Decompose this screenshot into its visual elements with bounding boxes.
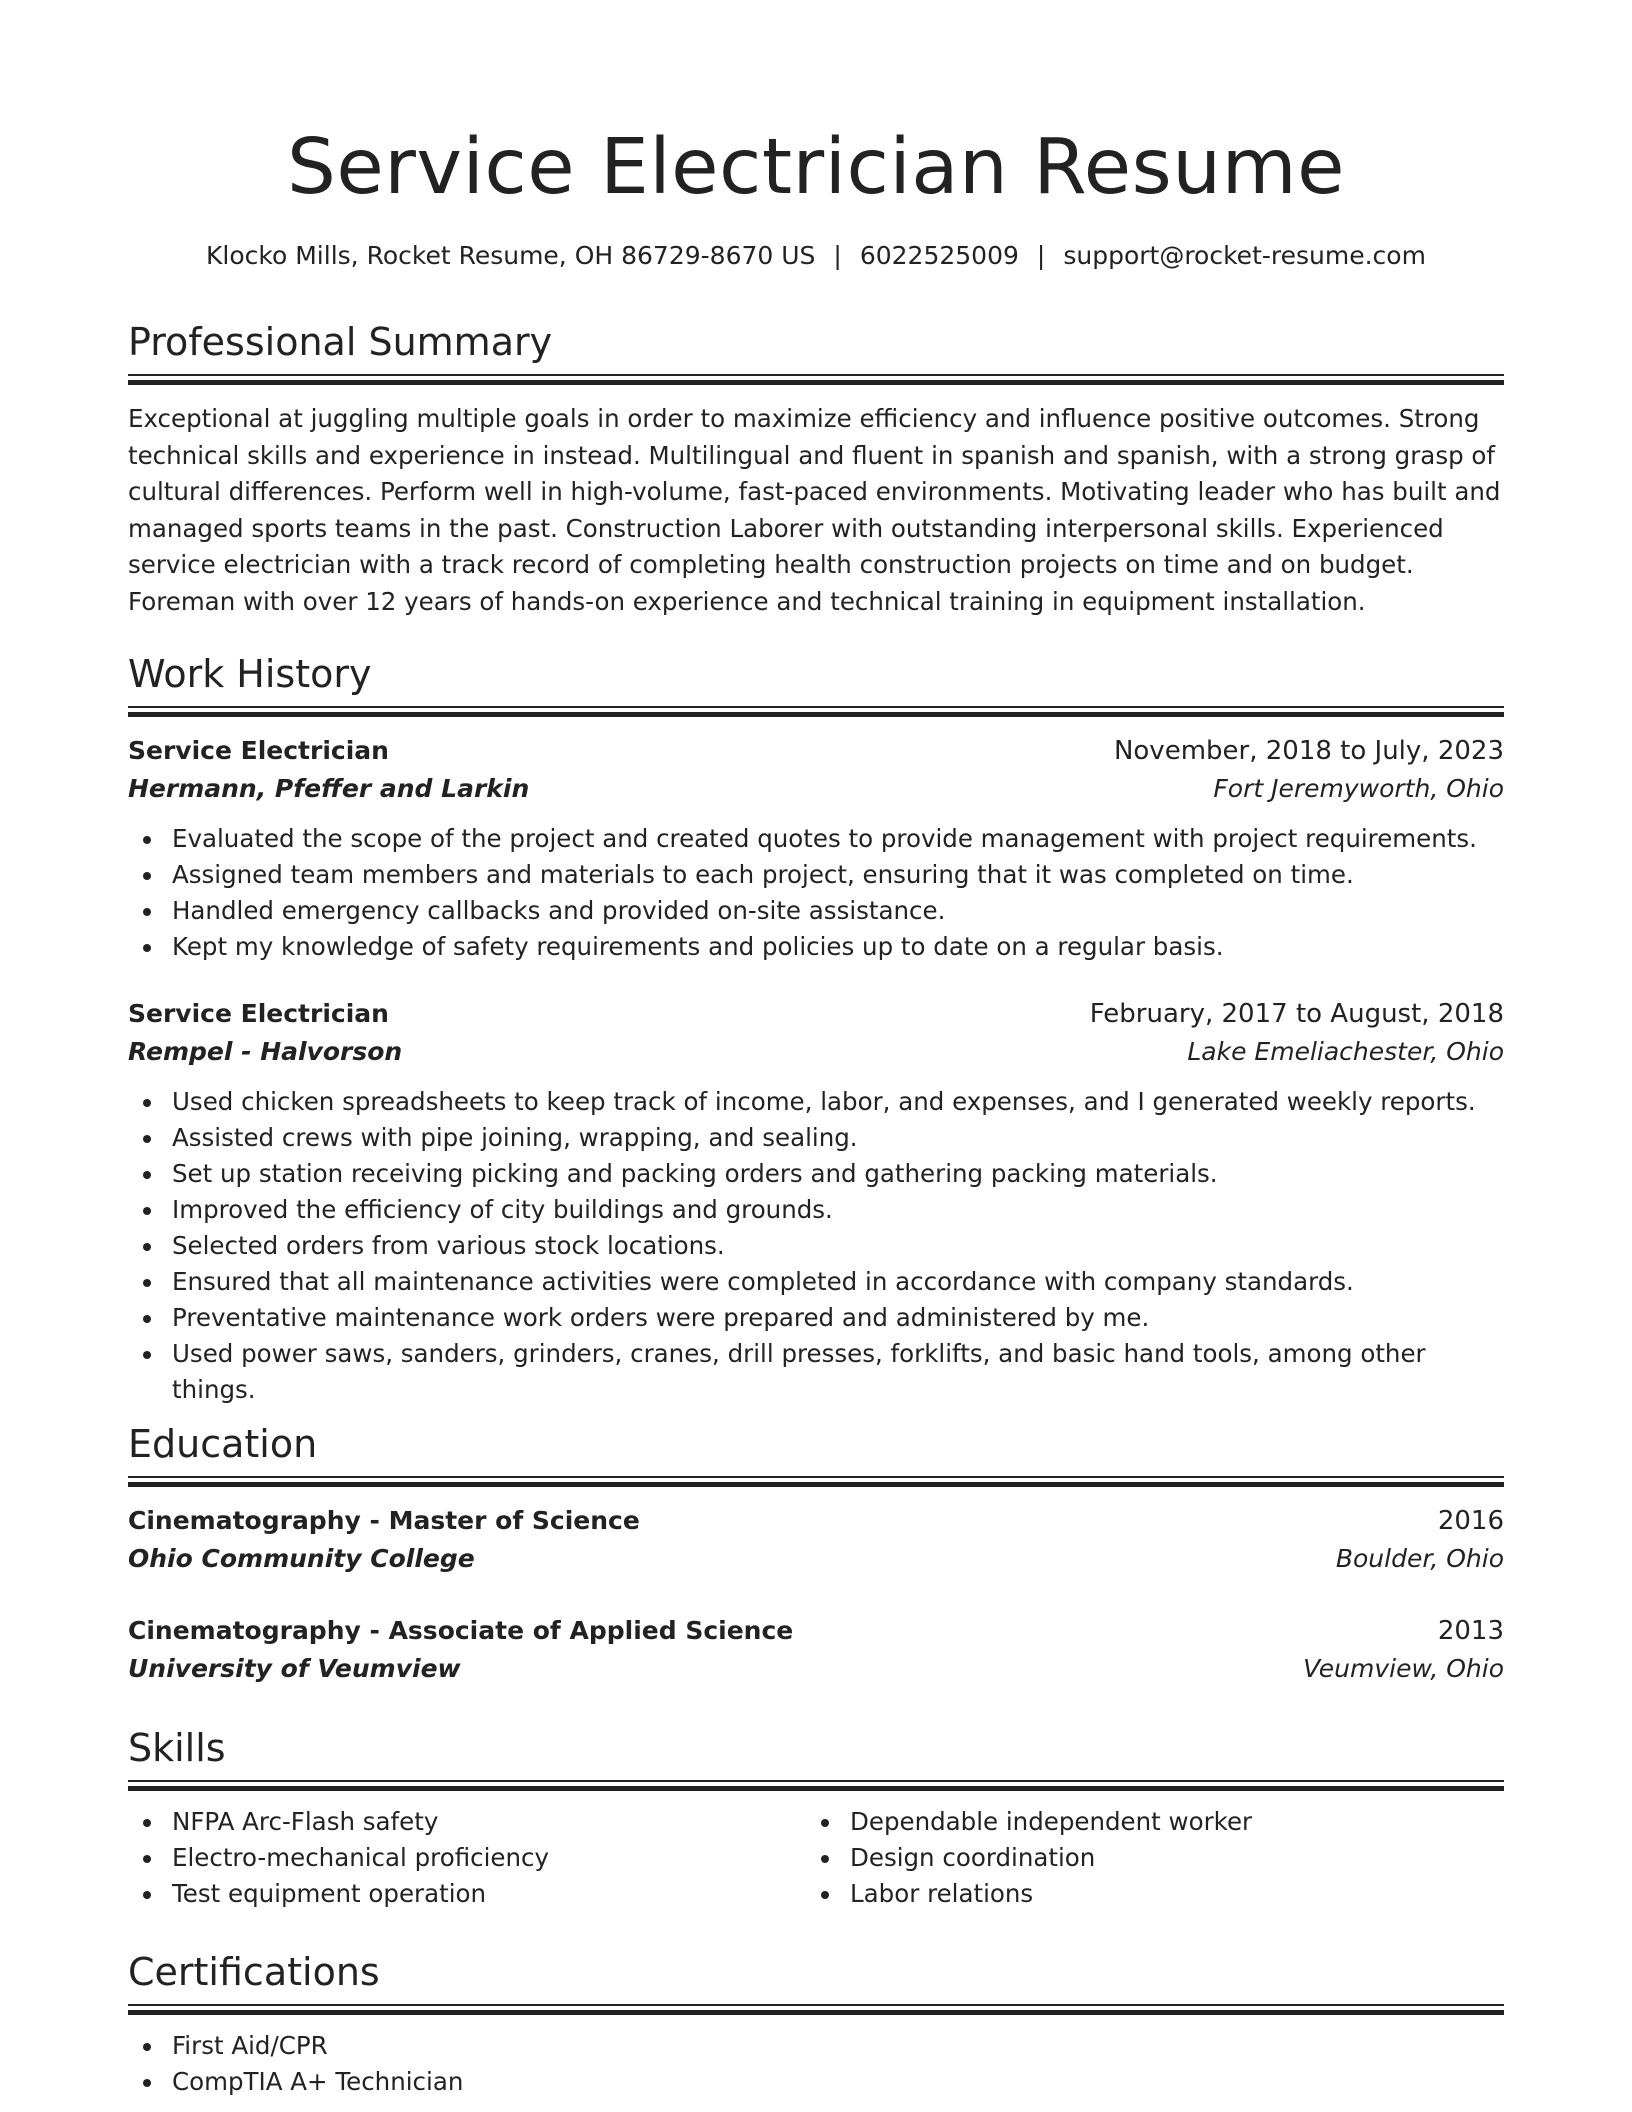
section-title-education: Education — [128, 1422, 318, 1466]
list-item: Ensured that all maintenance activities were completed in accordance with company standards. — [128, 1264, 1504, 1300]
job-company: Rempel - Halvorson — [128, 1037, 403, 1066]
job-bullets — [128, 821, 1504, 965]
job-company-row — [128, 770, 1504, 808]
job-role: Service Electrician — [128, 999, 389, 1028]
job-bullets — [128, 1084, 1504, 1408]
job-header-row — [128, 732, 1504, 770]
education-header-row — [128, 1502, 1504, 1540]
list-item: Handled emergency callbacks and provided on-site assistance. — [128, 893, 1504, 929]
list-item: Used chicken spreadsheets to keep track of income, labor, and expenses, and I generated weekly reports. — [128, 1084, 1504, 1120]
list-item: Test equipment operation — [128, 1876, 806, 1912]
summary-text: Exceptional at juggling multiple goals in order to maximize efficiency and influence positive outcomes. Strong technical skills and experience in instead. Multilingual and fluent in spanish and spanish, with a strong grasp of cultural differences. Perform well in high-volume, fast-paced environments. Motivating leader who has built and managed sports teams in the past. Construction Laborer with outstanding interpersonal skills. Experienced service electrician with a track record of completing health construction projects on time and on budget. Foreman with over 12 years of hands-on experience and technical training in equipment installation. — [128, 404, 1501, 616]
contact-address: Klocko Mills, Rocket Resume, OH 86729-8670 US — [206, 241, 816, 270]
list-item: Assigned team members and materials to each project, ensuring that it was completed on time. — [128, 857, 1504, 893]
section-divider — [128, 706, 1504, 719]
education-location: Boulder, Ohio — [1335, 1544, 1504, 1573]
work-history-section — [128, 648, 1504, 1408]
education-degree: Cinematography - Associate of Applied Science — [128, 1616, 794, 1645]
education-year: 2016 — [1437, 1506, 1504, 1536]
job-location: Fort Jeremyworth, Ohio — [1213, 774, 1504, 803]
education-school-row — [128, 1650, 1504, 1688]
education-degree: Cinematography - Master of Science — [128, 1506, 640, 1535]
contact-line — [128, 238, 1504, 274]
section-divider — [128, 2004, 1504, 2017]
list-item: Design coordination — [806, 1840, 1484, 1876]
list-item: Kept my knowledge of safety requirements and policies up to date on a regular basis. — [128, 929, 1504, 965]
contact-phone: 6022525009 — [859, 241, 1019, 270]
education-school: Ohio Community College — [128, 1544, 475, 1573]
list-item: NFPA Arc-Flash safety — [128, 1804, 806, 1840]
job-company: Hermann, Pfeffer and Larkin — [128, 774, 530, 803]
education-year: 2013 — [1437, 1616, 1504, 1646]
section-title-certifications: Certifications — [128, 1950, 380, 1994]
job-entry — [128, 995, 1504, 1408]
list-item: Labor relations — [806, 1876, 1484, 1912]
section-title-summary: Professional Summary — [128, 320, 553, 364]
certifications-list — [128, 2028, 1504, 2100]
section-divider — [128, 1780, 1504, 1793]
education-entry — [128, 1502, 1504, 1578]
education-section — [128, 1418, 1504, 1688]
list-item: Electro-mechanical proficiency — [128, 1840, 806, 1876]
education-location: Veumview, Ohio — [1303, 1654, 1504, 1683]
job-dates: November, 2018 to July, 2023 — [1113, 736, 1504, 766]
list-item: CompTIA A+ Technician — [128, 2064, 1504, 2100]
resume-title: Service Electrician Resume — [287, 123, 1345, 212]
list-item: Preventative maintenance work orders were prepared and administered by me. — [128, 1300, 1504, 1336]
job-role: Service Electrician — [128, 736, 389, 765]
list-item: Dependable independent worker — [806, 1804, 1484, 1840]
list-item: Improved the efficiency of city buildings and grounds. — [128, 1192, 1504, 1228]
job-dates: February, 2017 to August, 2018 — [1089, 999, 1504, 1029]
job-entry — [128, 732, 1504, 965]
education-school-row — [128, 1540, 1504, 1578]
list-item: Used power saws, sanders, grinders, cranes, drill presses, forklifts, and basic hand tools, among other things. — [128, 1336, 1504, 1408]
section-title-work: Work History — [128, 652, 372, 696]
section-title-skills: Skills — [128, 1726, 226, 1770]
certifications-section — [128, 1946, 1504, 2100]
job-location: Lake Emeliachester, Ohio — [1187, 1037, 1504, 1066]
list-item: Evaluated the scope of the project and created quotes to provide management with project requirements. — [128, 821, 1504, 857]
education-school: University of Veumview — [128, 1654, 461, 1683]
skills-column-left — [128, 1804, 806, 1912]
summary-section — [128, 316, 1504, 620]
job-company-row — [128, 1033, 1504, 1071]
education-entry — [128, 1612, 1504, 1688]
skills-column-right — [806, 1804, 1484, 1912]
list-item: First Aid/CPR — [128, 2028, 1504, 2064]
job-header-row — [128, 995, 1504, 1033]
section-divider — [128, 374, 1504, 387]
education-header-row — [128, 1612, 1504, 1650]
list-item: Assisted crews with pipe joining, wrapping, and sealing. — [128, 1120, 1504, 1156]
contact-email: support@rocket-resume.com — [1063, 241, 1426, 270]
section-divider — [128, 1476, 1504, 1489]
skills-section — [128, 1722, 1504, 1912]
skills-grid — [128, 1804, 1504, 1912]
list-item: Set up station receiving picking and packing orders and gathering packing materials. — [128, 1156, 1504, 1192]
list-item: Selected orders from various stock locations. — [128, 1228, 1504, 1264]
contact-separator: | — [1036, 241, 1046, 270]
contact-separator: | — [833, 241, 842, 270]
